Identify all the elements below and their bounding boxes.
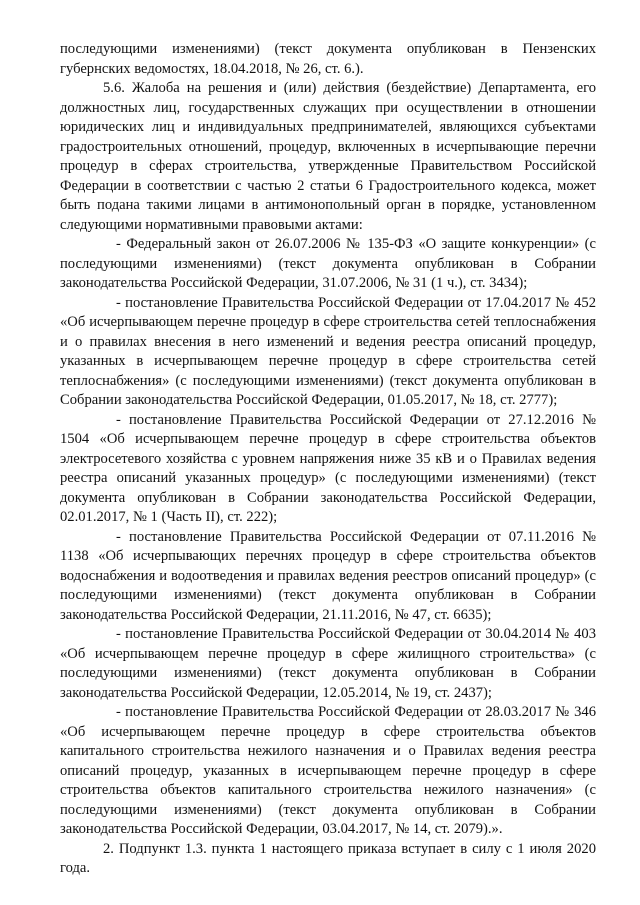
- list-item: - постановление Правительства Российской Федерации от 17.04.2017 № 452 «Об исчерпывающем перечне процедур в сфере строительства сетей теплоснабжения и о правилах внесения в него изменений и ведения реестра описаний процедур, указанных в исчерпывающем перечне процедур в сфере строительства сетей теплоснабжения» (с последующими изменениями) (текст документа опубликован в Собрании законодательства Российской Федерации, 01.05.2017, № 18, ст. 2777);: [60, 294, 596, 408]
- item-2-paragraph: 2. Подпункт 1.3. пункта 1 настоящего приказа вступает в силу с 1 июля 2020 года.: [60, 840, 596, 876]
- list-item: - постановление Правительства Российской Федерации от 28.03.2017 № 346 «Об исчерпывающем перечне процедур в сфере строительства объектов капитального строительства нежилого назначения и о Правилах ведения реестра описаний процедур, указанных в исчерпывающем перечне процедур в сфере строительства объектов капитального строительства нежилого назначения» (с последующими изменениями) (текст документа опубликован в Собрании законодательства Российской Федерации, 03.04.2017, № 14, ст. 2079).».: [60, 704, 596, 837]
- continuation-paragraph: последующими изменениями) (текст документа опубликован в Пензенских губернских ведомостях, 18.04.2018, № 26, ст. 6.).: [60, 41, 596, 77]
- legal-acts-list: [60, 235, 596, 840]
- list-item: - постановление Правительства Российской Федерации от 07.11.2016 № 1138 «Об исчерпывающих перечнях процедур в сфере строительства объектов водоснабжения и водоотведения и правилах ведения реестров описаний процедур» (с последующими изменениями) (текст документа опубликован в Собрании законодательства Российской Федерации, 21.11.2016, № 47, ст. 6635);: [60, 528, 596, 623]
- list-item: - Федеральный закон от 26.07.2006 № 135-ФЗ «О защите конкуренции» (с последующими изменениями) (текст документа опубликован в Собрании законодательства Российской Федерации, 31.07.2006, № 31 (1 ч.), ст. 3434);: [60, 236, 596, 291]
- section-5-6-paragraph: 5.6. Жалоба на решения и (или) действия (бездействие) Департамента, его должностных лиц, государственных служащих при осуществлении в отношении юридических лиц и индивидуальных предпринимателей, являющихся субъектами градостроительных отношений, процедур, включенных в исчерпывающие перечни процедур в сферах строительства, утвержденные Правительством Российской Федерации в соответствии с частью 2 статьи 6 Градостроительного кодекса, может быть подана такими лицами в антимонопольный орган в порядке, установленном следующими нормативными правовыми актами:: [60, 80, 596, 233]
- document-page: [60, 40, 596, 879]
- list-item: - постановление Правительства Российской Федерации от 27.12.2016 № 1504 «Об исчерпывающем перечне процедур в сфере строительства объектов электросетевого хозяйства с уровнем напряжения ниже 35 кВ и о Правилах ведения реестра описаний указанных процедур» (с последующими изменениями) (текст документа опубликован в Собрании законодательства Российской Федерации, 02.01.2017, № 1 (Часть II), ст. 222);: [60, 411, 596, 525]
- list-item: - постановление Правительства Российской Федерации от 30.04.2014 № 403 «Об исчерпывающем перечне процедур в сфере жилищного строительства» (с последующими изменениями) (текст документа опубликован в Собрании законодательства Российской Федерации, 12.05.2014, № 19, ст. 2437);: [60, 626, 596, 701]
